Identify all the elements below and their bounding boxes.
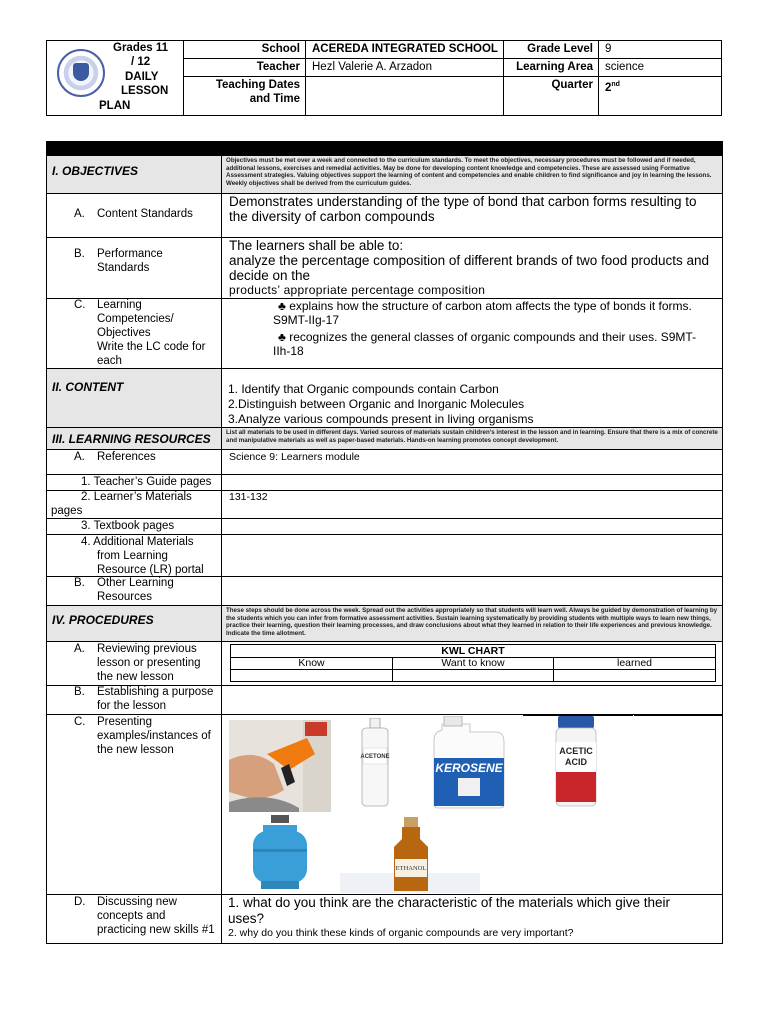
dates-label [184,77,306,116]
content-standards-label: Content Standards [97,208,193,220]
grade-line3: DAILY [125,71,159,83]
teachers-guide-label-cell [47,475,222,490]
resources-section-row [47,428,722,450]
grade-line2: / 12 [131,56,151,68]
grade-line1: Grades 11 [113,42,168,54]
reviewing-row [47,642,722,686]
ethanol-bottle-image [340,817,480,893]
performance-standards-label1: Performance [97,248,163,260]
learning-area-label: Learning Area [504,59,599,77]
learners-materials-label2: pages [51,505,83,517]
presenting-row [47,715,722,895]
learners-materials-label1: 2. Learner’s Materials [81,491,192,503]
additional-materials-label2: from Learning [97,550,168,562]
competencies-label-cell [47,299,222,368]
performance-standards-row [47,238,722,299]
objectives-section-row [47,156,722,194]
fuel-nozzle-image [229,720,331,812]
discussing-letter: D. [74,896,86,908]
content-title: II. CONTENT [47,369,222,427]
reviewing-label3: the new lesson [97,671,174,683]
procedures-title: IV. PROCEDURES [47,606,222,641]
additional-materials-value [222,535,722,576]
competency-item2b: IIh-18 [273,344,304,358]
performance-line2: analyze the percentage composition of different brands of two food products and decide on the [229,253,710,283]
teachers-guide-value [222,475,722,490]
other-resources-label1: Other Learning [97,577,174,589]
content-list [222,369,722,427]
additional-materials-row [47,535,722,577]
other-resources-letter: B. [74,577,85,589]
competencies-row [47,299,722,369]
content-section-row [47,369,722,428]
kwl-title: KWL CHART [231,645,715,658]
content-standards-row [47,194,722,238]
learners-materials-value: 131-132 [229,491,268,503]
acetic-label-2: ACID [565,757,587,767]
acetone-label: ACETONE [360,754,390,760]
quarter-value [599,77,722,116]
procedures-section-row [47,606,722,642]
references-label: References [97,451,156,463]
content-item2: 2.Distinguish between Organic and Inorganic Molecules [228,397,525,411]
acetic-label-1: ACETIC [559,746,593,756]
objectives-note: Objectives must be met over a week and connected to the curriculum standards. To meet the objectives, necessary procedures must be followed and if needed, additional lessons, exercises and remedial activities. May be done for developing content knowledge and competencies. These are assessed using Formative Assessment strategies. Valuing objectives support the learning of content and competencies and enable children to find significance and joy in learning the lessons. Weekly objectives shall be derived from the curriculum guides. [226,157,712,187]
presenting-label3: the new lesson [97,744,174,756]
additional-materials-label-cell [47,535,222,576]
lpg-tank-image [249,815,311,891]
grade-line5: PLAN [99,100,131,112]
references-value: Science 9: Learners module [229,451,360,463]
content-standards-label-cell [47,194,222,237]
objectives-title: I. OBJECTIVES [47,156,222,193]
kwl-col-want: Want to know [393,658,554,670]
competencies-text [222,299,722,368]
kwl-cell [222,642,722,685]
discussing-label2: concepts and [97,910,166,922]
reviewing-label-cell [47,642,222,685]
competencies-label4: Write the LC code for [97,341,206,353]
dates-label-line1: Teaching Dates [215,79,300,91]
discussing-label3: practicing new skills #1 [97,924,215,936]
grade-level-label: Grade Level [504,41,599,59]
performance-line1: The learners shall be able to: [229,238,404,253]
kwl-cell-want[interactable] [393,670,554,682]
presenting-letter: C. [74,716,86,728]
kerosene-label: KEROSENE [435,761,503,775]
header-table [46,40,722,116]
textbook-label-cell [47,519,222,534]
purpose-label-cell [47,686,222,714]
grade-cell [47,41,184,116]
textbook-row [47,519,722,535]
school-value: ACEREDA INTEGRATED SCHOOL [306,41,504,59]
performance-standards-letter: B. [74,248,85,260]
presenting-label1: Presenting [97,716,152,728]
acetic-acid-bottle-image [552,716,600,808]
other-resources-row [47,577,722,606]
discussing-questions [222,895,722,944]
references-letter: A. [74,451,85,463]
discussing-q1b: uses? [228,911,265,926]
additional-materials-label1: 4. Additional Materials [81,536,194,548]
discussing-label1: Discussing new [97,896,177,908]
competencies-label3: Objectives [97,327,151,339]
purpose-label1: Establishing a purpose [97,686,214,698]
dates-label-line2: and Time [249,93,300,105]
quarter-label: Quarter [504,77,599,116]
competencies-label1: Learning [97,299,142,311]
deped-seal-icon [57,49,105,97]
quarter-number: 2 [605,81,612,94]
presenting-label-cell [47,715,222,894]
learners-materials-row [47,491,722,519]
additional-materials-label3: Resource (LR) portal [97,564,204,576]
discussing-q2: 2. why do you think these kinds of organic compounds are very important? [228,927,574,939]
school-label: School [184,41,306,59]
performance-standards-label-cell [47,238,222,298]
acetone-bottle-image [360,718,390,808]
reviewing-label1: Reviewing previous [97,643,197,655]
reviewing-label2: lesson or presenting [97,657,201,669]
table-header-bar [47,142,722,156]
kwl-col-learned: learned [554,658,715,670]
purpose-letter: B. [74,686,85,698]
textbook-label: 3. Textbook pages [81,520,175,532]
learners-materials-label-cell [47,491,222,518]
content-standards-letter: A. [74,208,85,220]
purpose-label2: for the lesson [97,700,167,712]
dates-value [306,77,504,116]
competency-item1a: ♣ explains how the structure of carbon atom affects the type of bonds it forms. [278,299,692,313]
kwl-cell-know[interactable] [231,670,393,682]
other-resources-label-cell [47,577,222,605]
quarter-suffix: nd [611,81,620,88]
other-resources-label2: Resources [97,591,152,603]
kwl-chart [230,644,716,682]
content-item1: 1. Identify that Organic compounds contain Carbon [228,382,499,396]
competency-item1b: S9MT-IIg-17 [273,313,340,327]
textbook-value [222,519,722,534]
kerosene-jug-image [430,716,508,810]
discussing-q1a: 1. what do you think are the characteristic of the materials which give their [228,895,670,910]
teachers-guide-row [47,475,722,491]
purpose-value [222,686,722,714]
learning-area-value: science [599,59,722,77]
discussing-label-cell [47,895,222,944]
performance-standards-label2: Standards [97,262,150,274]
other-resources-value [222,577,722,605]
grade-level-value: 9 [599,41,722,59]
lesson-plan-table [46,141,723,944]
content-item3: 3.Analyze various compounds present in living organisms [228,412,534,426]
competencies-label2: Competencies/ [97,313,174,325]
performance-line3: products’ appropriate percentage composition [229,283,486,297]
purpose-row [47,686,722,715]
references-row [47,450,722,475]
resources-title: III. LEARNING RESOURCES [47,428,222,449]
kwl-col-know: Know [231,658,393,670]
performance-standards-text [222,238,722,298]
content-standards-text: Demonstrates understanding of the type of bond that carbon forms resulting to the diversity of carbon compounds [229,194,697,224]
presenting-images [222,715,722,894]
resources-note: List all materials to be used in different days. Varied sources of materials sustain children’s interest in the lesson and in learning. Ensure that there is a mix of concrete and manipulative materials as well as paper-based materials. Hands-on learning promotes concept development. [226,429,718,444]
grade-line4: LESSON [121,85,169,97]
competencies-label5: each [97,355,122,367]
ethanol-label: ETHANOL [395,865,427,872]
competency-item2a: ♣ recognizes the general classes of organic compounds and their uses. S9MT- [278,330,697,344]
teachers-guide-label: 1. Teacher’s Guide pages [81,476,212,488]
reviewing-letter: A. [74,643,85,655]
procedures-note: These steps should be done across the week. Spread out the activities appropriately so that students will learn well. Always be guided by demonstration of learning by the students which you can infer from formative assessment activities. Sustain learning systematically by providing students with multiple ways to learn new things, practice their learning, question their learning processes, and draw conclusions about what they learned in relation to their life experiences and previous knowledge. Indicate the time allotment. [226,607,718,637]
discussing-row [47,895,722,944]
presenting-label2: examples/instances of [97,730,211,742]
competencies-letter: C. [74,299,86,311]
teacher-label: Teacher [184,59,306,77]
kwl-cell-learned[interactable] [554,670,715,682]
references-label-cell [47,450,222,474]
teacher-value: Hezl Valerie A. Arzadon [306,59,504,77]
